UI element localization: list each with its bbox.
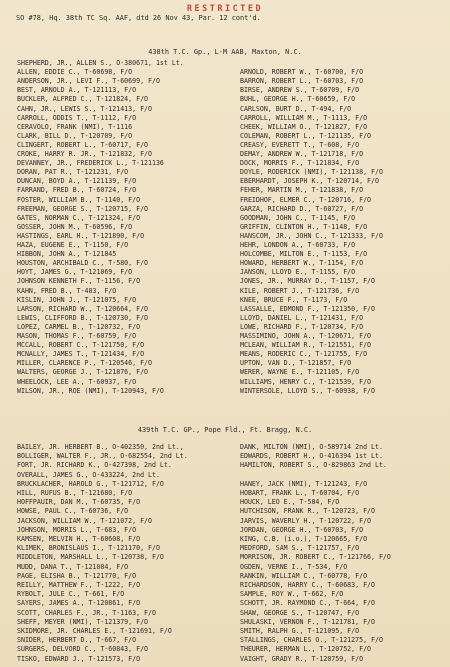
roster-entry-left: SNIDER, HERBERT D., T-667, F/O bbox=[17, 636, 137, 645]
order-header: SO #78, Hq. 38th TC Sq. AAF, dtd 26 Nov 43, Par. 12 cont'd. bbox=[16, 14, 261, 22]
roster-entry-right: HUTCHISON, FRANK R., T-120723, F/O bbox=[240, 507, 375, 516]
roster-entry-right: BARRON, ROBERT L., T-60703, F/O bbox=[240, 77, 364, 86]
roster-row bbox=[0, 114, 450, 123]
roster-entry-left: LOPEZ, CARMEL B., T-120732, F/O bbox=[17, 322, 141, 331]
roster-row bbox=[0, 141, 450, 150]
roster-entry-left: HOFFPAUIR, DAN M., T-60735, F/O bbox=[17, 498, 141, 507]
roster-entry-left: BRUCKLACHER, HAROLD G., T-121712, F/O bbox=[17, 479, 164, 488]
roster-row bbox=[0, 196, 450, 205]
roster-row bbox=[0, 232, 450, 241]
roster-row bbox=[0, 332, 450, 341]
roster-entry-left: CERAVOLO, FRANK (NMI), T-1116 bbox=[17, 122, 133, 131]
roster-row bbox=[0, 277, 450, 286]
roster-entry-left: HIBBON, JOHN A., T-121845 bbox=[17, 250, 117, 259]
roster-row bbox=[0, 359, 450, 368]
roster-entry-right: DEMAY, ANDREW W., T-121718, F/O bbox=[240, 150, 364, 158]
roster-entry-right: UPTON, VAN D., T-121857, F/O bbox=[240, 359, 352, 368]
roster-row bbox=[0, 599, 450, 608]
roster-entry-right: JONES, JR., MURRAY D., T-1157, F/O bbox=[240, 277, 375, 286]
roster-entry-right: BIRSE, ANDREW S., T-60709, F/O bbox=[240, 86, 360, 95]
roster-entry-right: HOBART, FRANK L., T-60704, F/O bbox=[240, 489, 360, 497]
roster-row bbox=[0, 609, 450, 618]
roster-entry-left: DUNCAN, BOYD A., T-121139, F/O bbox=[17, 177, 137, 186]
roster-row bbox=[0, 517, 450, 526]
roster-entry-left: SURGERS, DELVORD C., T-60843, F/O bbox=[17, 645, 149, 654]
roster-entry-right: CREASY, EVERETT T., T-608, F/O bbox=[240, 140, 360, 149]
roster-entry-right: SHULASKI, VERNON F., T-121781, F/O bbox=[240, 617, 375, 626]
roster-entry-right: MEANS, RODERIC C., T-121755, F/O bbox=[240, 350, 368, 359]
roster-entry-right: LASSALLE, EDMOND F., T-121350, F/O bbox=[240, 304, 375, 313]
roster-entry-left: JACKSON, WILLIAM W., T-121072, F/O bbox=[17, 516, 152, 525]
roster-entry-left: BOLLIGER, WALTER F., JR., O-682554, 2nd Lt. bbox=[17, 452, 188, 461]
roster-entry-left: SAYERS, JAMES A., T-120861, F/O bbox=[17, 599, 141, 608]
roster-entry-right: COLEMAN, ROBERT L., T-121135, F/O bbox=[240, 131, 372, 140]
roster-row bbox=[0, 581, 450, 590]
section-title-438th: 438th T.C. Gp., L-M AAB, Maxton, N.C. bbox=[148, 48, 302, 56]
roster-entry-right: DANK, MILTON (NMI), O-589714 2nd Lt. bbox=[240, 443, 383, 451]
roster-entry-right: CHEEK, WILLIAM O., T-121827, F/O bbox=[240, 122, 368, 131]
roster-row bbox=[0, 618, 450, 627]
roster-entry-left: CLARK, BILL D., T-120709, F/O bbox=[17, 131, 133, 140]
roster-entry-left: SHEFF, MEYER (NMI), T-121379, F/O bbox=[17, 617, 149, 626]
roster-row bbox=[0, 95, 450, 104]
roster-entry-left: KAHN, FRED B., T-483, F/O bbox=[17, 286, 117, 295]
roster-row bbox=[0, 68, 450, 77]
roster-entry-right: WILLIAMS, HENRY C., T-121539, F/O bbox=[240, 377, 372, 386]
roster-entry-left: TISKO, EDWARD J., T-121573, F/O bbox=[17, 654, 141, 663]
roster-row bbox=[0, 480, 450, 489]
roster-entry-left: HOUSTON, ARCHIBALD C., T-580, F/O bbox=[17, 259, 149, 268]
roster-entry-right: WINTERSOLE, LLOYD S., T-60938, F/O bbox=[240, 386, 375, 395]
roster-entry-right: VAIGHT, GRADY R., T-120759, F/O bbox=[240, 654, 364, 663]
roster-row bbox=[0, 123, 450, 132]
roster-entry-left: BEST, ARNOLD A., T-121113, F/O bbox=[17, 86, 137, 95]
roster-row bbox=[0, 186, 450, 195]
roster-entry-left: DEVANNEY, JR., FREDERICK L., T-121136 bbox=[17, 159, 164, 168]
roster-entry-left: DORAN, PAT R., T-121231, F/O bbox=[17, 168, 129, 177]
roster-entry-left: GATES, NORMAN C., T-121324, F/O bbox=[17, 213, 141, 222]
roster-entry-left: FORT, JR. RICHARD K., O-427398, 2nd Lt. bbox=[17, 461, 172, 470]
roster-entry-left: MCNALLY, JAMES T., T-121434, F/O bbox=[17, 350, 145, 359]
roster-row bbox=[0, 489, 450, 498]
roster-entry-left: HASTINGS, EARL H., T-121890, F/O bbox=[17, 231, 145, 240]
roster-row bbox=[0, 105, 450, 114]
roster-row bbox=[0, 387, 450, 396]
roster-row bbox=[0, 177, 450, 186]
roster-row bbox=[0, 471, 450, 480]
roster-entry-left: SKIDMORE, JR. CHARLES E., T-121691, F/O bbox=[17, 627, 172, 635]
roster-row bbox=[0, 350, 450, 359]
roster-entry-left: CAHN, JR., LEWIS S., T-121413, F/O bbox=[17, 104, 152, 113]
roster-entry-left: MCCALL, ROBERT C., T-121750, F/O bbox=[17, 341, 145, 350]
roster-entry-left: WALTERS, GEORGE J., T-121876, F/O bbox=[17, 368, 149, 377]
roster-row bbox=[0, 636, 450, 645]
roster-entry-left: MASON, THOMAS F., T-60759, F/O bbox=[17, 332, 137, 340]
roster-entry-left: KISLIN, JOHN J., T-121075, F/O bbox=[17, 295, 137, 304]
roster-entry-right: LLOYD, DANIEL L., T-121431, F/O bbox=[240, 313, 364, 322]
roster-row bbox=[0, 507, 450, 516]
roster-row bbox=[0, 296, 450, 305]
roster-entry-right: CARROLL, WILLIAM M., T-1113, F/O bbox=[240, 113, 368, 122]
roster-entry-right: FEHER, MARTIN M., T-121838, F/O bbox=[240, 186, 364, 195]
roster-entry-right: JORDAN, GEORGE H., T-60703, F/O bbox=[240, 525, 364, 534]
roster-row bbox=[0, 627, 450, 636]
roster-entry-right: RANKIN, WILLIAM C., T-60778, F/O bbox=[240, 571, 368, 580]
roster-row bbox=[0, 655, 450, 664]
roster-row bbox=[0, 526, 450, 535]
roster-row bbox=[0, 214, 450, 223]
roster-entry-left: FOSTER, WILLIAM B., T-1140, F/O bbox=[17, 195, 141, 204]
roster-entry-left: GOSSER, JOHN M., T-60596, F/O bbox=[17, 222, 133, 231]
roster-entry-left: JOHNSON KENNETH F., T-1156, F/O bbox=[17, 277, 141, 286]
roster-entry-left: LARSON, RICHARD W., T-120664, F/O bbox=[17, 304, 149, 313]
roster-row bbox=[0, 205, 450, 214]
roster-entry-left: OVERALL, JAMES G., O-433224, 2nd Lt. bbox=[17, 470, 160, 479]
roster-row bbox=[0, 168, 450, 177]
roster-entry-left: CLINGERT, ROBERT L., T-60717, F/O bbox=[17, 140, 149, 149]
roster-entry-right: FREIDHOF, ELMER C., T-120716, F/O bbox=[240, 195, 372, 204]
roster-entry-right: MEDFORD, SAM S., T-121757, F/O bbox=[240, 544, 360, 553]
roster-row bbox=[0, 443, 450, 452]
roster-entry-left: BAILEY, JR. HERBERT B., O-402350, 2nd Lt., bbox=[17, 443, 184, 451]
roster-entry-left: CROKE, HARRY R. JR., T-121832, F/O bbox=[17, 150, 152, 158]
roster-entry-right: EBERHARDT, JOSEPH K., T-120714, F/O bbox=[240, 177, 379, 186]
roster-entry-right: HOUCK, LEO E., T-504, F/O bbox=[240, 498, 340, 507]
roster-entry-right: THEURER, HERMAN L., T-120752, F/O bbox=[240, 645, 372, 654]
roster-entry-left: PAGE, ELISHA B., T-121770, F/O bbox=[17, 571, 137, 580]
roster-entry-right: SCHOTT, JR. RAYMOND C., T-664, F/O bbox=[240, 599, 375, 608]
roster-row bbox=[0, 250, 450, 259]
roster-entry-right: BUHL, GEORGE H., T-60659, F/O bbox=[240, 95, 356, 104]
roster-entry-right: CARLSON, BURT D., T-494, F/O bbox=[240, 104, 352, 113]
roster-entry-right: OGDEN, VERNE I., T-534, F/O bbox=[240, 562, 348, 571]
roster-entry-right: HEHR, LONDON A., T-60733, F/O bbox=[240, 241, 356, 249]
roster-entry-left: BUCKLER, ALFRED C., T-121824, F/O bbox=[17, 95, 149, 104]
roster-entry-right: DOCK, MORRIS F., T-121834, F/O bbox=[240, 159, 360, 168]
roster-row bbox=[0, 223, 450, 232]
roster-row bbox=[0, 59, 450, 68]
roster-entry-right: KNEE, BRUCE F., T-1173, F/O bbox=[240, 295, 348, 304]
roster-entry-right: HOWARD, HERBERT W., T-1154, F/O bbox=[240, 259, 364, 268]
roster-row bbox=[0, 341, 450, 350]
roster-row bbox=[0, 132, 450, 141]
roster-row bbox=[0, 590, 450, 599]
roster-entry-left: SCOTT, CHARLES F., JR., T-1163, F/O bbox=[17, 608, 156, 617]
roster-entry-left: ALLEN, EDDIE C., T-60698, F/O bbox=[17, 68, 133, 77]
roster-entry-right: SMITH, RALPH G., T-121095, F/O bbox=[240, 627, 360, 635]
roster-entry-left: KLIMEK, BRONISLAUS I., T-121170, F/O bbox=[17, 544, 160, 553]
roster-entry-right: MASSIMINO, JOHN A., T-120671, F/O bbox=[240, 332, 372, 340]
roster-entry-right: WERER, WAYNE E., T-121105, F/O bbox=[240, 368, 360, 377]
roster-row bbox=[0, 268, 450, 277]
roster-entry-right: JARVIS, WAVERLY H., T-120722, F/O bbox=[240, 516, 372, 525]
roster-row bbox=[0, 287, 450, 296]
roster-entry-right: MCLEAN, WILLIAM R., T-121551, F/O bbox=[240, 341, 372, 350]
roster-entry-left: JOHNSON, MORRIS L., T-683, F/O bbox=[17, 525, 137, 534]
roster-row bbox=[0, 452, 450, 461]
roster-row bbox=[0, 645, 450, 654]
roster-row bbox=[0, 241, 450, 250]
roster-entry-right: GOODMAN, JOHN C., T-1145, F/O bbox=[240, 213, 356, 222]
roster-row bbox=[0, 544, 450, 553]
roster-entry-left: HOYT, JAMES G., T-121069, F/O bbox=[17, 268, 133, 277]
roster-row bbox=[0, 150, 450, 159]
roster-row bbox=[0, 572, 450, 581]
roster-row bbox=[0, 86, 450, 95]
roster-entry-right: GARZA, RICHARD D., T-60727, F/O bbox=[240, 204, 364, 213]
roster-entry-left: WILSON, JR., ROE (NMI), T-120943, F/O bbox=[17, 386, 164, 395]
roster-row bbox=[0, 77, 450, 86]
roster-entry-right: KING, C.B. (i.o.), T-120665, F/O bbox=[240, 535, 368, 543]
roster-row bbox=[0, 314, 450, 323]
roster-entry-right: GRIFFIN, CLINTON H., T-1148, F/O bbox=[240, 222, 368, 231]
roster-entry-left: MUDD, DANA T., T-121084, F/O bbox=[17, 562, 129, 571]
roster-entry-left: SHEPHERD, JR., ALLEN S., O-380671, 1st Lt. bbox=[17, 59, 184, 67]
roster-entry-left: WHEELOCK, LEE A., T-60937, F/O bbox=[17, 377, 137, 386]
roster-row bbox=[0, 323, 450, 332]
roster-row bbox=[0, 498, 450, 507]
roster-entry-left: CARROLL, ODDIS T., T-1112, F/O bbox=[17, 113, 137, 122]
roster-row bbox=[0, 259, 450, 268]
roster-entry-left: FREEMAN, GEORGE S., T-120715, F/O bbox=[17, 204, 149, 213]
roster-row bbox=[0, 159, 450, 168]
roster-entry-left: LEWIS, CLIFFORD B., T-120730, F/O bbox=[17, 313, 149, 322]
roster-row bbox=[0, 305, 450, 314]
roster-entry-left: ANDERSON, JR., LEVI F., T-60699, F/O bbox=[17, 77, 160, 86]
roster-row bbox=[0, 553, 450, 562]
section-title-439th: 439th T.C. GP., Pope Fld., Ft. Bragg, N.C. bbox=[137, 426, 313, 434]
roster-row bbox=[0, 563, 450, 572]
roster-entry-left: MIDDLETON, MARSHALL L., T-120738, F/O bbox=[17, 553, 164, 562]
roster-entry-left: KAMSEN, MELVIN H., T-60608, F/O bbox=[17, 535, 141, 543]
roster-entry-left: REILLY, MATTHEW F., T-1222, F/O bbox=[17, 581, 141, 589]
roster-entry-left: HILL, RUFUS B., T-121680, F/O bbox=[17, 489, 133, 497]
roster-row bbox=[0, 535, 450, 544]
roster-row bbox=[0, 378, 450, 387]
roster-entry-left: HOWSE, PAUL C., T-60736, F/O bbox=[17, 507, 129, 516]
roster-entry-left: MILLER, CLARENCE P., T-120546, F/O bbox=[17, 359, 152, 368]
roster-row bbox=[0, 368, 450, 377]
roster-entry-right: ARNOLD, ROBERT W., T-60700, F/O bbox=[240, 68, 364, 77]
classification-banner: RESTRICTED bbox=[186, 4, 264, 14]
roster-entry-right: RICHARDSON, HARRY C., T-60683, F/O bbox=[240, 581, 375, 589]
roster-entry-left: RYBOLT, JULE C., T-661, F/O bbox=[17, 590, 125, 599]
roster-entry-right: HAMILTON, ROBERT S., O-829863 2nd Lt. bbox=[240, 461, 387, 470]
roster-entry-right: MORRISON, JR. ROBERT C., T-121766, F/O bbox=[240, 553, 391, 562]
roster-entry-right: HANEY, JACK (NMI), T-121243, F/O bbox=[240, 479, 368, 488]
roster-entry-right: DOYLE, RODERICK (NMI), T-121138, F/O bbox=[240, 168, 383, 177]
roster-entry-right: HOLCOMBE, MILTON E., T-1153, F/O bbox=[240, 250, 368, 259]
roster-entry-right: KILE, ROBERT J., T-121736, F/O bbox=[240, 286, 360, 295]
roster-entry-right: SAMPLE, ROY W., T-662, F/O bbox=[240, 590, 344, 599]
roster-entry-left: FARRAND, FRED B., T-60724, F/O bbox=[17, 186, 137, 195]
roster-entry-right: HANSCOM, JR., JOHN C., T-121333, F/O bbox=[240, 231, 383, 240]
roster-entry-right: SHAW, GEORGE S., T-120747, F/O bbox=[240, 608, 360, 617]
roster-row bbox=[0, 461, 450, 470]
roster-entry-left: HAZA, EUGENE E., T-1150, F/O bbox=[17, 241, 129, 249]
roster-entry-right: STALLINGS, CHARLES O., T-121275, F/O bbox=[240, 636, 383, 645]
roster-entry-right: JANSON, LLOYD E., T-1155, F/O bbox=[240, 268, 356, 277]
roster-entry-right: EDWARDS, ROBERT H., O-416394 1st Lt. bbox=[240, 452, 383, 461]
roster-entry-right: LOWE, RICHARD F., T-120734, F/O bbox=[240, 322, 364, 331]
